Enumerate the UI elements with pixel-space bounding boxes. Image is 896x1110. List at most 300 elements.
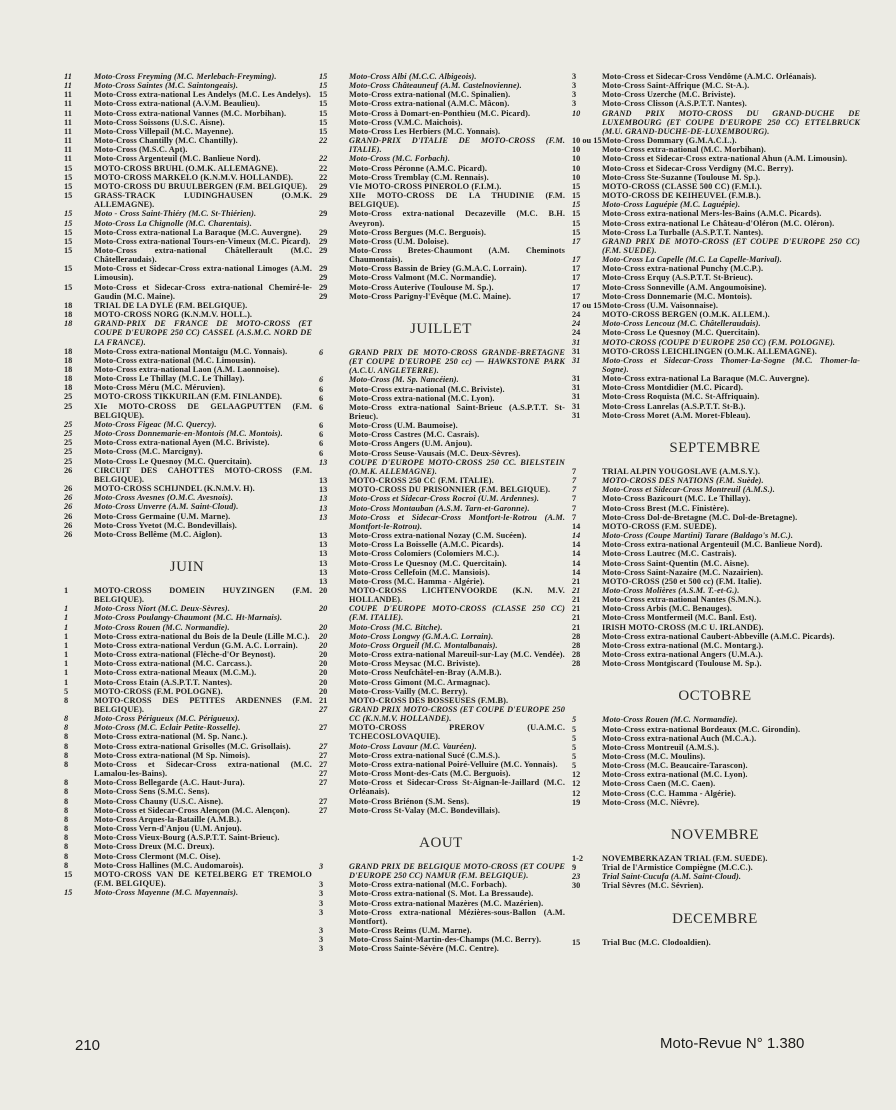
event-entry: [62, 842, 312, 851]
event-date: 31: [572, 337, 581, 347]
event-entry: [317, 283, 565, 292]
event-entry: [570, 392, 860, 401]
month-heading: JUIN: [169, 558, 205, 575]
event-date: 18: [64, 374, 73, 384]
event-date: 11: [64, 99, 72, 109]
event-date: 25: [64, 447, 73, 457]
event-text: Moto-Cross Castres (M.C. Casrais).: [349, 430, 480, 440]
event-entry: [570, 467, 860, 476]
event-entry: [62, 723, 312, 732]
event-text: Moto-Cross Auterive (Toulouse M. Sp.).: [349, 282, 494, 292]
event-entry: [570, 779, 860, 788]
event-text: Moto-Cross Bretes-Chaumont (A.M. Cheminots Chaumontais).: [349, 245, 565, 265]
event-date: 15: [572, 937, 581, 947]
month-heading: SEPTEMBRE: [669, 439, 761, 456]
event-entry: [62, 760, 312, 778]
event-entry: [317, 908, 565, 926]
event-entry: [317, 449, 565, 458]
event-entry: [570, 854, 860, 863]
event-text: Moto-Cross Saint-Quentin (M.C. Aisne).: [602, 558, 749, 568]
event-date: 12: [572, 770, 581, 780]
event-entry: [62, 797, 312, 806]
event-text: MOTO-CROSS DU BRUULBERGEN (F.M. BELGIQUE).: [94, 181, 308, 191]
event-text: Moto-Cross extra-national Mézières-sous-Ballon (A.M. Montfort).: [349, 907, 565, 926]
event-entry: [62, 714, 312, 723]
event-text: Moto-Cross (M.C. Bitche).: [349, 622, 443, 632]
event-text: GRAND-PRIX DE FRANCE DE MOTO-CROSS (ET COUPE D'EUROPE 250 CC) CASSEL (A.S.M.C. NORD DE LA FRANCE).: [94, 319, 312, 347]
event-date: 21: [572, 595, 581, 605]
event-date: 1: [64, 622, 69, 632]
event-text: MOTO-CROSS DOMEIN HUYZINGEN (F.M. BELGIQUE).: [94, 585, 312, 605]
event-date: 17: [572, 255, 581, 265]
event-text: MOTO-CROSS DES BOSSEUSES (F.M.B).: [349, 695, 509, 705]
event-entry: [570, 504, 860, 513]
event-entry: [317, 696, 565, 705]
page-number: 210: [75, 1037, 101, 1054]
event-date: 1: [64, 585, 69, 595]
event-text: Moto-Cross Lencouz (M.C. Châtelleraudais).: [602, 319, 761, 329]
event-date: 15: [319, 81, 328, 91]
event-text: Moto-Cross Poulangy-Chaumont (M.C. Ht-Marnais).: [94, 613, 283, 623]
event-entry: [62, 521, 312, 530]
event-date: 6: [319, 402, 324, 412]
event-entry: [317, 705, 565, 723]
event-text: Moto-Cross Ste-Suzanne (Toulouse M. Sp.).: [602, 172, 761, 182]
event-date: 6: [319, 384, 324, 394]
event-text: Moto-Cross extra-national Caubert-Abbeville (A.M.C. Picards).: [602, 631, 835, 641]
event-text: Moto-Cross La Turballe (A.S.P.T.T. Nantes).: [602, 227, 764, 237]
event-text: Moto-Cross Villepail (M.C. Mayenne).: [94, 126, 234, 136]
event-date: 8: [64, 851, 69, 861]
event-date: 8: [64, 778, 69, 788]
event-entry: [62, 466, 312, 484]
event-date: 20: [319, 640, 328, 650]
event-entry: [62, 530, 312, 539]
event-entry: [570, 264, 860, 273]
event-entry: [62, 815, 312, 824]
event-date: 20: [319, 686, 328, 696]
event-text: Moto-Cross Bazicourt (M.C. Le Thillay).: [602, 494, 751, 504]
event-date: 20: [319, 668, 328, 678]
event-text: Moto-Cross extra-national (M.C. Limousin).: [94, 355, 256, 365]
event-entry: [570, 798, 860, 807]
event-entry: [317, 264, 565, 273]
event-entry: [62, 127, 312, 136]
event-entry: [62, 632, 312, 641]
event-text: Moto-Cross Freyming (M.C. Merlebach-Freyming).: [94, 72, 277, 81]
event-entry: [317, 375, 565, 384]
event-entry: [317, 118, 565, 127]
event-entry: [62, 365, 312, 374]
event-date: 10: [572, 145, 581, 155]
event-date: 21: [319, 695, 328, 705]
event-text: Moto-Cross extra-national Le Château-d'Oléron (M.C. Oléron).: [602, 218, 835, 228]
event-entry: [317, 164, 565, 173]
event-date: 26: [64, 511, 73, 521]
event-text: Moto-Cross (M.C. Nièvre).: [602, 797, 700, 807]
event-text: MOTO-CROSS DE KEIHEUVEL (F.M.B.).: [602, 191, 761, 201]
event-date: 3: [572, 72, 577, 81]
event-text: Moto-Cross Dreux (M.C. Dreux).: [94, 842, 215, 852]
event-text: Moto-Cross Uzerche (M.C. Briviste).: [602, 90, 736, 100]
event-entry: [62, 668, 312, 677]
event-date: 3: [572, 90, 577, 100]
event-entry: [317, 421, 565, 430]
event-date: 1: [64, 668, 69, 678]
event-text: Moto-Cross extra-national Châtellerault (M.C. Châtelleraudais).: [94, 245, 312, 265]
event-entry: [317, 237, 565, 246]
event-text: MOTO-CROSS DES PETITES ARDENNES (F.M. BELGIQUE).: [94, 695, 312, 714]
event-entry: [570, 237, 860, 255]
event-date: 8: [64, 842, 69, 852]
event-date: 29: [319, 181, 328, 191]
event-text: Moto-Cross Angers (U.M. Anjou).: [349, 439, 473, 449]
event-entry: [317, 531, 565, 540]
event-date: 31: [572, 383, 581, 393]
event-text: Moto-Cross et Sidecar-Cross extra-national (M.C. Lamalou-les-Bains).: [94, 759, 312, 779]
event-entry: [62, 778, 312, 787]
event-entry: [62, 613, 312, 622]
event-entry: [570, 725, 860, 734]
event-entry: [62, 502, 312, 511]
event-date: 8: [64, 805, 69, 815]
event-entry: [570, 872, 860, 881]
event-entry: [317, 889, 565, 898]
event-text: Moto-Cross Clisson (A.S.P.T.T. Nantes).: [602, 99, 747, 109]
event-date: 15: [64, 236, 73, 246]
event-date: 22: [319, 163, 328, 173]
event-entry: [62, 833, 312, 842]
event-date: 20: [319, 631, 328, 641]
event-entry: [570, 743, 860, 752]
event-date: 29: [319, 264, 328, 274]
event-entry: [570, 109, 860, 136]
event-text: Moto-Cross extra-national du Bois de la Deule (Lille M.C.).: [94, 631, 310, 641]
event-date: 29: [319, 227, 328, 237]
event-entry: [317, 292, 565, 301]
event-text: Moto-Cross Montauban (A.S.M. Tarn-et-Garonne).: [349, 503, 530, 513]
event-date: 1: [64, 613, 69, 623]
event-entry: [62, 319, 312, 346]
event-entry: [317, 209, 565, 227]
event-text: Moto-Cross Erquy (A.S.P.T.T. St-Brieuc).: [602, 273, 753, 283]
event-date: 13: [319, 494, 328, 504]
event-date: 31: [572, 392, 581, 402]
event-text: Moto-Cross et Sidecar-Cross Vendôme (A.M.C. Orléanais).: [602, 72, 817, 81]
event-text: Moto-Cross Reims (U.M. Marne).: [349, 925, 472, 935]
event-text: Moto-Cross extra-national (M.C. Lyon).: [349, 393, 495, 403]
event-date: 24: [572, 319, 581, 329]
event-date: 10: [572, 172, 581, 182]
event-text: COUPE D'EUROPE MOTO-CROSS (CLASSE 250 CC) (F.M. ITALIE).: [349, 604, 565, 623]
event-text: Moto-Cross Neufchâtel-en-Bray (A.M.B.).: [349, 668, 502, 678]
event-entry: [62, 429, 312, 438]
event-date: 18: [64, 319, 73, 329]
event-entry: [62, 310, 312, 319]
event-date: 17: [572, 282, 581, 292]
event-date: 29: [319, 191, 328, 201]
event-date: 8: [64, 759, 69, 769]
event-date: 11: [64, 81, 72, 91]
event-text: Moto-Cross Châteauneuf (A.M. Castelnovienne).: [349, 81, 522, 91]
event-entry: [62, 696, 312, 714]
event-text: Moto-Cross extra-national Vannes (M.C. Morbihan).: [94, 108, 287, 118]
event-date: 11: [64, 145, 72, 155]
event-entry: [62, 237, 312, 246]
event-date: 27: [319, 750, 328, 760]
event-entry: [62, 420, 312, 429]
event-text: Moto-Cross-Vailly (M.C. Berry).: [349, 686, 468, 696]
event-date: 26: [64, 502, 73, 512]
event-date: 8: [64, 723, 69, 733]
event-text: Moto-Cross Sonneville (A.M. Angoumoisine).: [602, 282, 767, 292]
event-entry: [62, 81, 312, 90]
event-date: 3: [319, 880, 324, 890]
event-entry: [317, 797, 565, 806]
event-text: MOTO-CROSS 250 CC (F.M. ITALIE).: [349, 476, 494, 486]
event-date: 15: [572, 218, 581, 228]
event-entry: [62, 861, 312, 870]
event-text: Moto-Cross Molières (A.S.M. T.-et-G.).: [602, 585, 740, 595]
month-heading: DECEMBRE: [672, 910, 758, 927]
event-entry: [570, 938, 860, 947]
event-date: 31: [572, 355, 581, 365]
event-date: 1: [64, 677, 69, 687]
event-entry: [62, 888, 312, 897]
event-entry: [317, 604, 565, 622]
event-date: 26: [64, 529, 73, 539]
event-date: 15: [319, 126, 328, 136]
event-date: 6: [319, 430, 324, 440]
event-text: Moto-Cross Le Quesnoy (M.C. Quercitain).: [94, 456, 252, 466]
event-date: 15: [64, 218, 73, 228]
event-text: Moto-Cross et Sidecar-Cross extra-national Limoges (A.M. Limousin).: [94, 264, 312, 283]
event-entry: [317, 90, 565, 99]
event-entry: [317, 926, 565, 935]
event-entry: [317, 899, 565, 908]
column-2: [317, 72, 565, 953]
event-entry: [62, 90, 312, 99]
event-date: 5: [572, 733, 577, 743]
event-date: 11: [64, 136, 72, 146]
event-date: 27: [319, 741, 328, 751]
event-date: 3: [319, 925, 324, 935]
event-date: 7: [572, 494, 577, 504]
event-text: Moto-Cross extra-national (M.C. Lyon).: [602, 770, 748, 780]
column-3: [570, 72, 860, 947]
event-text: Moto-Cross (Coupe Martini) Tarare (Baldago's M.C.).: [602, 531, 794, 541]
event-entry: [317, 191, 565, 209]
event-entry: [570, 761, 860, 770]
event-date: 11: [64, 154, 72, 164]
event-text: Moto-Cross et Sidecar-Cross Verdigny (M.C. Berry).: [602, 163, 794, 173]
event-date: 6: [319, 393, 324, 403]
event-text: MOTO-CROSS (F.M. POLOGNE).: [94, 686, 223, 696]
event-entry: [570, 659, 860, 668]
event-text: Moto-Cross Lavaur (M.C. Vauréen).: [349, 741, 477, 751]
event-entry: [570, 623, 860, 632]
event-date: 17: [572, 291, 581, 301]
event-text: Trial Buc (M.C. Clodoaldien).: [602, 937, 711, 947]
event-entry: [317, 485, 565, 494]
event-date: 14: [572, 540, 581, 550]
event-text: Moto-Cross Rouen (M.C. Normandie).: [94, 622, 230, 632]
event-text: Moto-Cross et Sidecar-Cross St-Aignan-le-Jaillard (M.C. Orléanais).: [349, 778, 565, 797]
event-date: 7: [572, 476, 577, 486]
event-date: 27: [319, 705, 328, 714]
event-date: 12: [572, 788, 581, 798]
event-date: 5: [572, 761, 577, 771]
event-date: 21: [572, 585, 581, 595]
event-date: 14: [572, 558, 581, 568]
event-text: MOTO-CROSS DU PRISONNIER (F.M. BELGIQUE).: [349, 485, 551, 495]
event-text: Moto-Cross Bassin de Briey (G.M.A.C. Lorrain).: [349, 264, 527, 274]
event-text: GRAND PRIX MOTO-CROSS DU GRAND-DUCHE DE LUXEMBOURG (ET COUPE D'EUROPE 250 CC) ETTELBRUCK (M.U. GRAND-DUCHE-DE-LUXEMBOURG).: [602, 108, 860, 136]
event-date: 27: [319, 778, 328, 788]
event-entry: [62, 154, 312, 163]
event-text: Moto-Cross Lanrelas (A.S.P.T.T. St-B.).: [602, 401, 746, 411]
event-text: Moto-Cross extra-national (S. Mot. La Bressaude).: [349, 889, 534, 899]
event-date: 13: [319, 549, 328, 559]
event-entry: [570, 328, 860, 337]
event-text: Moto-Cross Longwy (G.M.A.C. Lorrain).: [349, 631, 494, 641]
event-date: 8: [64, 714, 69, 724]
event-date: 15: [64, 245, 73, 255]
event-entry: [570, 200, 860, 209]
event-text: Moto-Cross extra-national Bordeaux (M.C. Girondin).: [602, 724, 801, 734]
event-text: Moto-Cross extra-national Saint-Brieuc (A.S.P.T.T. St-Brieuc).: [349, 402, 565, 421]
event-entry: [62, 650, 312, 659]
event-date: 3: [319, 861, 324, 871]
event-entry: [570, 531, 860, 540]
event-entry: [62, 136, 312, 145]
event-entry: [317, 228, 565, 237]
event-entry: [570, 319, 860, 328]
event-date: 8: [64, 732, 69, 742]
event-text: Moto-Cross Le Quesnoy (M.C. Quercitain).: [602, 328, 760, 338]
event-entry: [570, 347, 860, 356]
event-entry: [570, 90, 860, 99]
month-heading: AOUT: [419, 834, 463, 851]
event-text: Moto-Cross Sens (S.M.C. Sens).: [94, 787, 210, 797]
event-date: 15: [572, 191, 581, 201]
event-text: Moto-Cross extra-national Auch (M.C.A.).: [602, 733, 757, 743]
event-date: 9: [572, 863, 577, 873]
event-entry: [317, 476, 565, 485]
event-entry: [62, 219, 312, 228]
event-text: Moto-Cross Montfermeil (M.C. Banl. Est).: [602, 613, 757, 623]
event-date: 18: [64, 383, 73, 393]
event-text: Moto-Cross Soissons (U.S.C. Aisne).: [94, 117, 225, 127]
event-date: 8: [64, 750, 69, 760]
event-date: 27: [319, 805, 328, 815]
event-date: 24: [572, 328, 581, 338]
event-text: Moto-Cross (M.C. Hamma - Algérie).: [349, 576, 485, 586]
event-entry: [317, 246, 565, 264]
event-entry: [62, 484, 312, 493]
event-date: 3: [319, 889, 324, 899]
event-date: 21: [572, 604, 581, 614]
event-entry: [317, 99, 565, 108]
event-date: 15: [319, 99, 328, 109]
event-date: 26: [64, 484, 73, 494]
event-text: Moto-Cross extra-national Grisolles (M.C. Grisollais).: [94, 741, 291, 751]
event-text: Moto-Cross extra-national Angers (U.M.A.).: [602, 650, 763, 660]
event-entry: [317, 742, 565, 751]
event-text: Moto-Cross Mayenne (M.C. Mayennais).: [94, 888, 239, 898]
event-date: 15: [64, 181, 73, 191]
event-date: 10: [572, 163, 581, 173]
event-date: 28: [572, 659, 581, 669]
event-entry: [317, 430, 565, 439]
event-entry: [317, 439, 565, 448]
event-entry: [570, 568, 860, 577]
event-entry: [62, 356, 312, 365]
event-text: IRISH MOTO-CROSS (M.C U. IRLANDE).: [602, 622, 764, 632]
event-date: 14: [572, 567, 581, 577]
event-entry: [62, 438, 312, 447]
event-date: 25: [64, 429, 73, 439]
magazine-issue: Moto-Revue N° 1.380: [660, 1035, 805, 1052]
event-date: 10: [572, 108, 581, 118]
event-entry: [317, 623, 565, 632]
event-text: Moto-Cross extra-national (M.C. Briviste).: [349, 384, 505, 394]
event-text: Moto-Cross extra-national La Baraque (M.C. Auvergne).: [602, 374, 810, 384]
event-text: Moto-Cross extra-national Decazeville (M.C. B.H. Aveyron).: [349, 209, 565, 228]
column-1: [62, 72, 312, 897]
event-date: 8: [64, 787, 69, 797]
event-date: 30: [572, 881, 581, 891]
event-text: Moto-Cross Arbis (M.C. Benauges).: [602, 604, 732, 614]
event-date: 15: [572, 200, 581, 210]
event-text: Moto-Cross extra-national (M.C. Spinalien).: [349, 90, 511, 100]
event-date: 15: [64, 163, 73, 173]
event-text: Moto-Cross Dol-de-Bretagne (M.C. Dol-de-Bretagne).: [602, 512, 798, 522]
event-date: 15: [319, 108, 328, 118]
event-entry: [62, 659, 312, 668]
event-text: Moto-Cross Chantilly (M.C. Chantilly).: [94, 136, 238, 146]
event-date: 13: [319, 503, 328, 513]
event-text: Moto-Cross Parigny-l'Evêque (M.C. Maine).: [349, 291, 512, 301]
event-date: 5: [572, 724, 577, 734]
event-entry: [62, 228, 312, 237]
event-date: 8: [64, 833, 69, 843]
event-date: 6: [319, 375, 324, 385]
event-text: Moto-Cross Figeac (M.C. Quercy).: [94, 419, 217, 429]
event-text: Moto-Cross Saint-Nazaire (M.C. Nazairien).: [602, 567, 764, 577]
event-text: Moto-Cross Montdidier (M.C. Picard).: [602, 383, 744, 393]
event-text: Moto-Cross Orgueil (M.C. Montalbanais).: [349, 640, 498, 650]
event-date: 10 ou 15: [572, 136, 602, 146]
event-date: 6: [319, 347, 324, 357]
event-date: 6: [319, 439, 324, 449]
event-text: Moto-Cross Germaine (U.M. Marne).: [94, 511, 231, 521]
event-date: 6: [319, 448, 324, 458]
event-date: 5: [572, 742, 577, 752]
event-text: Moto-Cross Valmont (M.C. Normandie).: [349, 273, 497, 283]
event-entry: [570, 402, 860, 411]
event-text: Moto-Cross Seuse-Vausais (M.C. Deux-Sèvres).: [349, 448, 521, 458]
event-text: Moto-Cross (U.M. Doloise).: [349, 236, 449, 246]
event-entry: [317, 668, 565, 677]
event-entry: [570, 752, 860, 761]
event-text: Moto-Cross Bergues (M.C. Berguois).: [349, 227, 486, 237]
event-date: 15: [572, 227, 581, 237]
event-text: Moto-Cross extra-national Mareuil-sur-Lay (M.C. Vendée).: [349, 650, 565, 660]
event-text: Moto-Cross Unverre (A.M. Saint-Cloud).: [94, 502, 239, 512]
event-date: 29: [319, 282, 328, 292]
event-text: Moto-Cross extra-national Mazères (M.C. Mazérien).: [349, 898, 544, 908]
